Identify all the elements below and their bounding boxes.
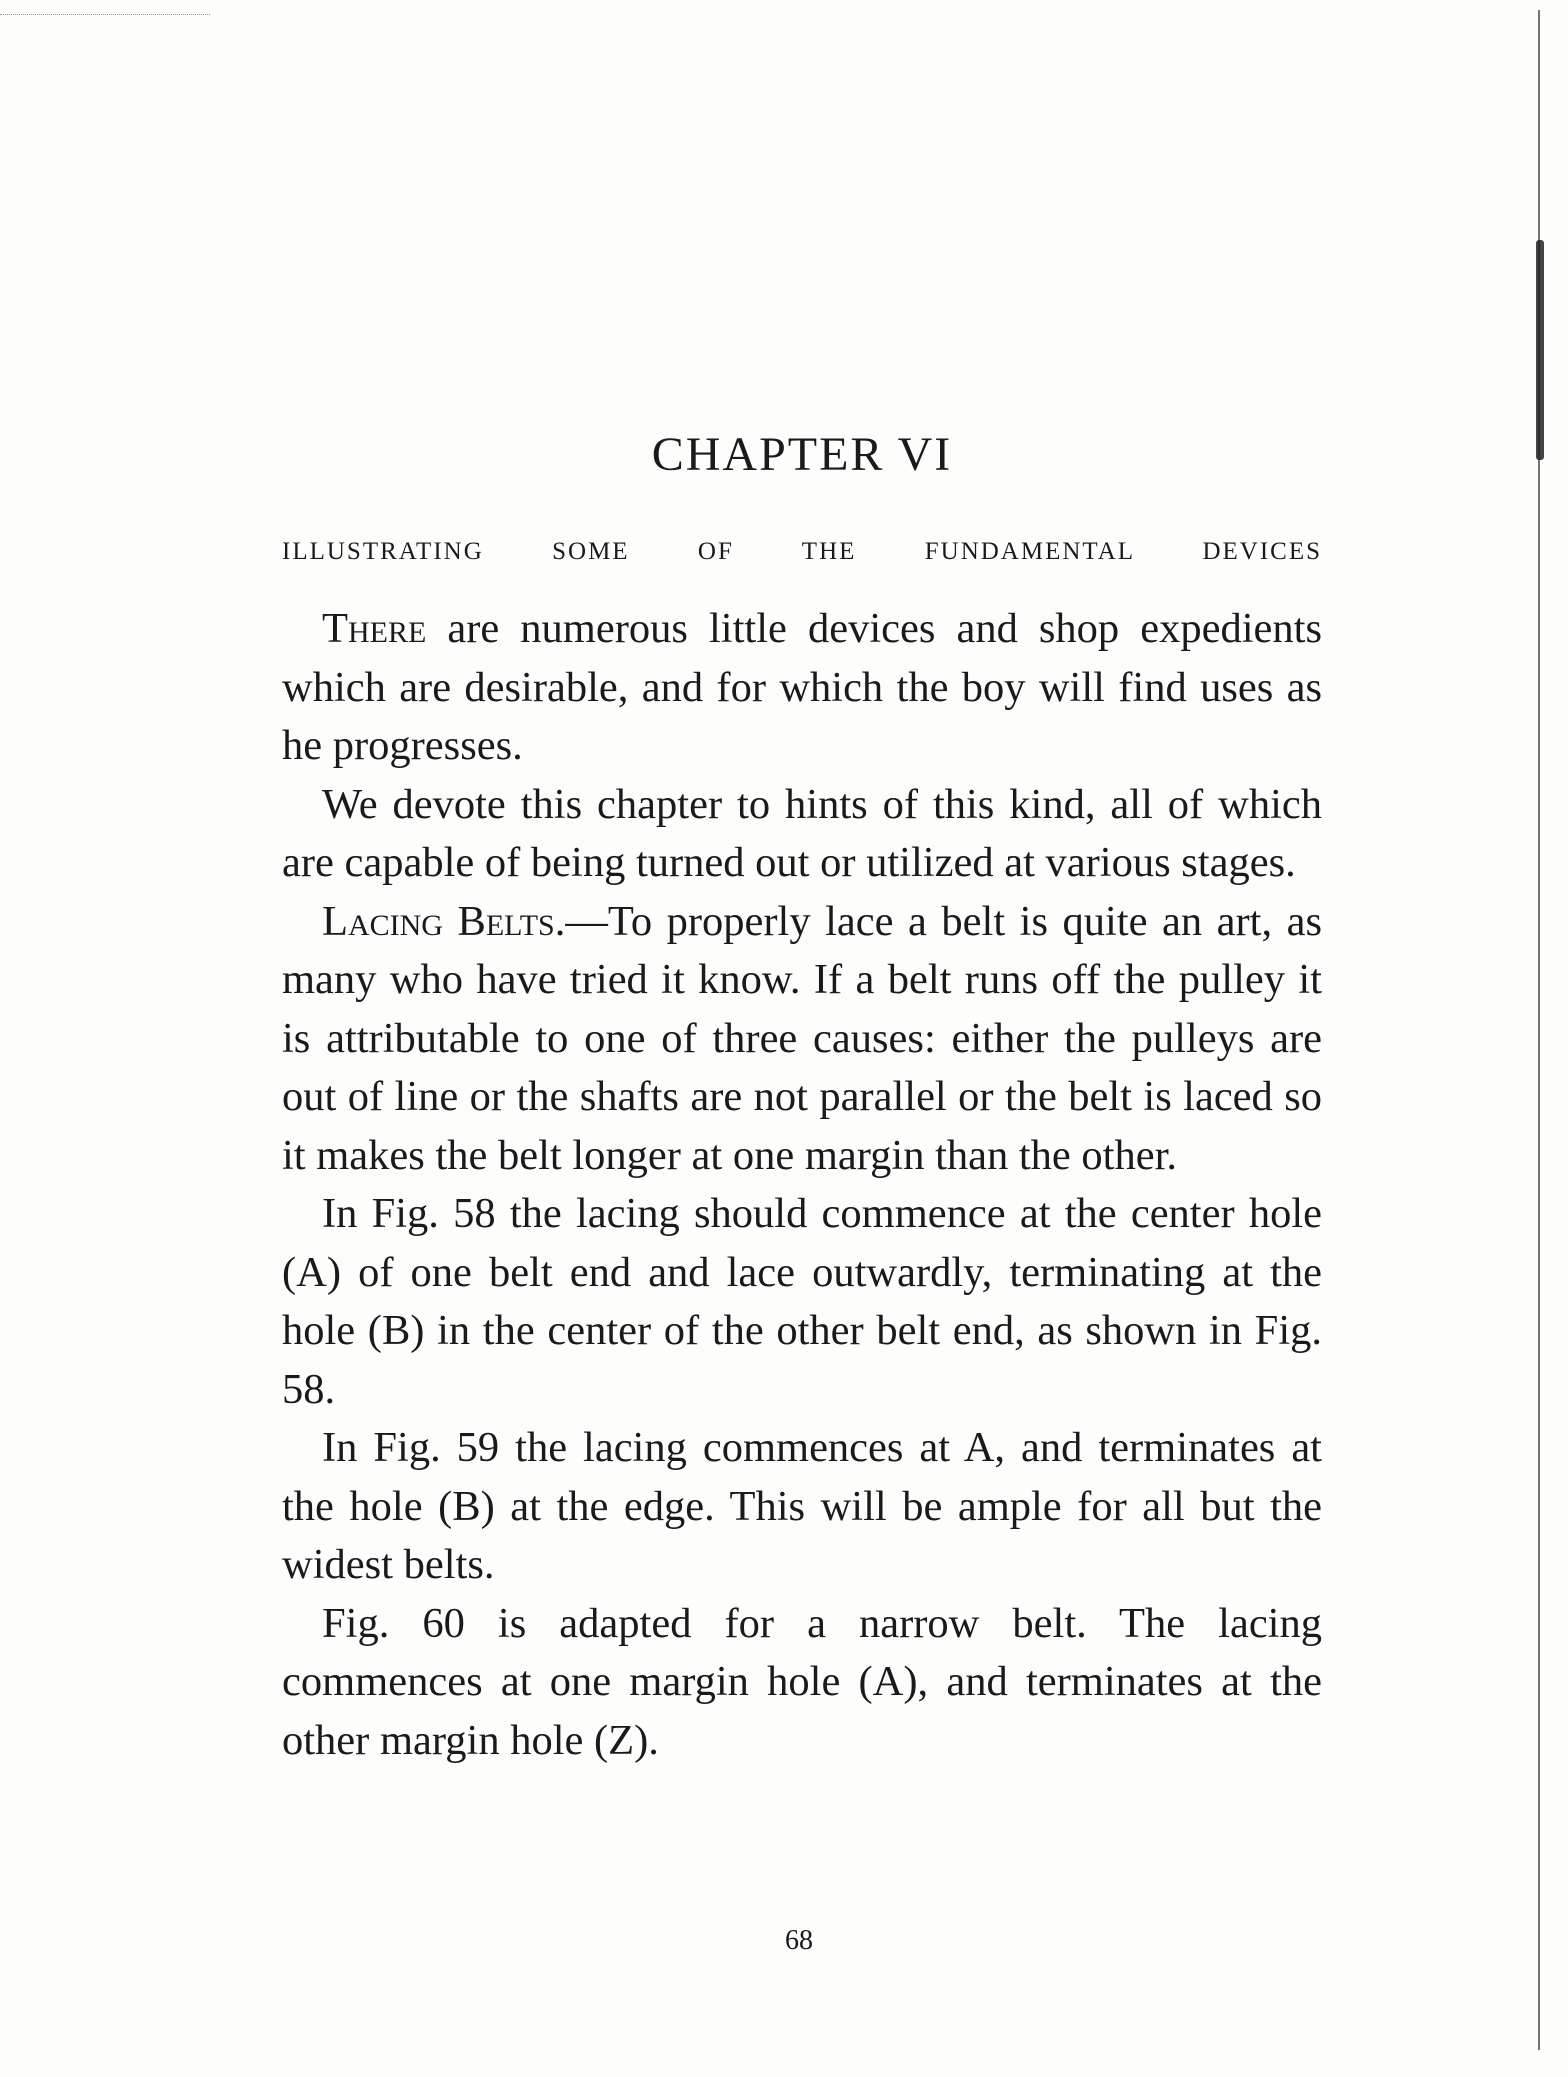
paragraph <box>282 600 1322 776</box>
page-number: 68 <box>785 1925 813 1956</box>
paragraph-lead: Lacing Belts. <box>322 897 566 945</box>
paragraph-text: We devote this chapter to hints of this kind, all of which are capable of being turned out or utilized at various stages. <box>282 780 1322 886</box>
paragraph <box>282 1419 1322 1595</box>
paragraph <box>282 1185 1322 1419</box>
body-text <box>282 600 1322 1770</box>
paragraph <box>282 1595 1322 1771</box>
page-content <box>282 420 1322 1770</box>
paragraph-text: In Fig. 58 the lacing should commence at the center hole (A) of one belt end and lace outwardly, terminating at the hole (B) in the center of the other belt end, as shown in Fig. 58. <box>282 1190 1322 1413</box>
scan-edge-mark <box>0 14 210 15</box>
paragraph-text: —To properly lace a belt is quite an art, as many who have tried it know. If a belt runs off the pulley it is attributable to one of three causes: either the pulleys are out of line or the shafts are not parallel or the belt is laced so it makes the belt longer at one margin than the other. <box>282 897 1322 1179</box>
chapter-subtitle: ILLUSTRATING SOME OF THE FUNDAMENTAL DEVICES <box>282 538 1322 565</box>
paragraph-lead: There <box>322 605 427 652</box>
binding-shadow <box>1536 240 1544 460</box>
paragraph-text: Fig. 60 is adapted for a narrow belt. The lacing commences at one margin hole (A), and terminates at the other margin hole (Z). <box>282 1599 1322 1764</box>
paragraph-text: In Fig. 59 the lacing commences at A, and terminates at the hole (B) at the edge. This will be ample for all but the widest belts. <box>282 1424 1322 1588</box>
chapter-title: CHAPTER VI <box>651 428 953 481</box>
paragraph <box>282 893 1322 1186</box>
paragraph-text: are numerous little devices and shop expedients which are desirable, and for which the boy will find uses as he progresses. <box>282 605 1322 769</box>
paragraph <box>282 776 1322 893</box>
